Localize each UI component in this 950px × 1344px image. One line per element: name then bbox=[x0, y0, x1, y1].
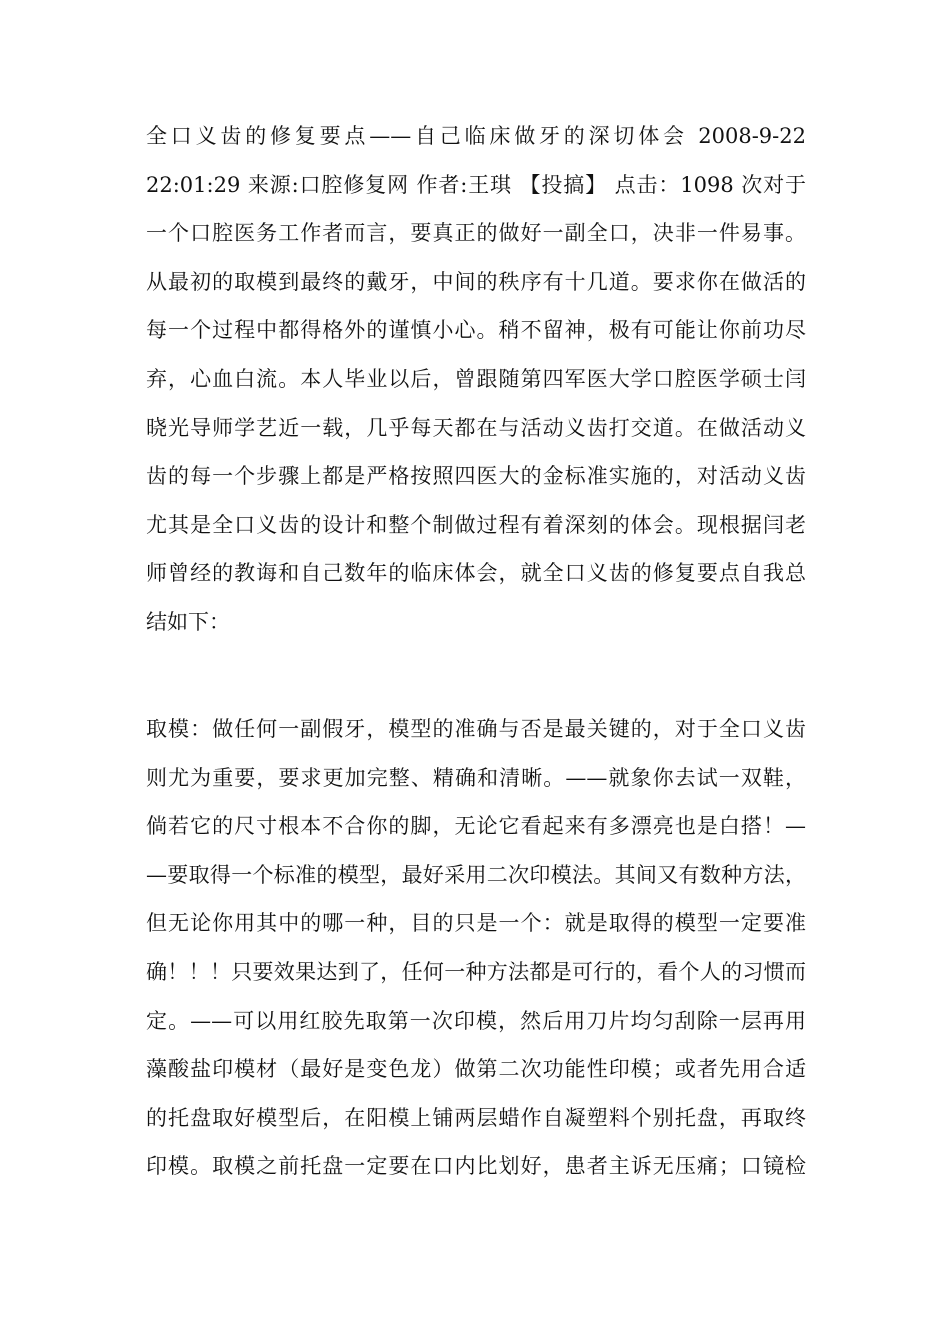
text-line: 取模：做任何一副假牙，模型的准确与否是最关键的，对于全口义齿 bbox=[146, 717, 806, 741]
text-line: 倘若它的尺寸根本不合你的脚，无论它看起来有多漂亮也是白搭！— bbox=[146, 814, 806, 839]
text-line: 则尤为重要，要求更加完整、精确和清晰。——就象你去试一双鞋， bbox=[146, 765, 806, 790]
text-line: 定。——可以用红胶先取第一次印模，然后用刀片均匀刮除一层再用 bbox=[146, 1008, 806, 1033]
text-line: 22:01:29 来源:口腔修复网 作者:王琪 【投搞】 点击：1098 次对于 bbox=[146, 172, 806, 197]
text-line: —要取得一个标准的模型，最好采用二次印模法。其间又有数种方法， bbox=[146, 862, 806, 887]
text-line: 全口义齿的修复要点——自己临床做牙的深切体会 2008-9-22 bbox=[146, 124, 806, 148]
text-line: 结如下： bbox=[146, 609, 230, 634]
text-line: 齿的每一个步骤上都是严格按照四医大的金标准实施的，对活动义齿 bbox=[146, 464, 806, 489]
impression-paragraph bbox=[146, 705, 806, 1191]
text-line: 但无论你用其中的哪一种，目的只是一个：就是取得的模型一定要准 bbox=[146, 911, 806, 936]
intro-paragraph bbox=[146, 112, 806, 647]
text-line: 藻酸盐印模材（最好是变色龙）做第二次功能性印模；或者先用合适 bbox=[146, 1057, 806, 1082]
text-line: 从最初的取模到最终的戴牙，中间的秩序有十几道。要求你在做活的 bbox=[146, 269, 806, 294]
text-line: 尤其是全口义齿的设计和整个制做过程有着深刻的体会。现根据闫老 bbox=[146, 512, 806, 537]
text-line: 弃，心血白流。本人毕业以后，曾跟随第四军医大学口腔医学硕士闫 bbox=[146, 366, 806, 391]
text-line: 确！！！只要效果达到了，任何一种方法都是可行的，看个人的习惯而 bbox=[146, 959, 806, 984]
text-line: 一个口腔医务工作者而言，要真正的做好一副全口，决非一件易事。 bbox=[146, 221, 806, 246]
text-line: 印模。取模之前托盘一定要在口内比划好，患者主诉无压痛；口镜检 bbox=[146, 1154, 806, 1179]
text-line: 师曾经的教诲和自己数年的临床体会，就全口义齿的修复要点自我总 bbox=[146, 561, 806, 586]
text-line: 每一个过程中都得格外的谨慎小心。稍不留神，极有可能让你前功尽 bbox=[146, 318, 806, 343]
text-line: 晓光导师学艺近一载，几乎每天都在与活动义齿打交道。在做活动义 bbox=[146, 415, 806, 440]
text-line: 的托盘取好模型后，在阳模上铺两层蜡作自凝塑料个别托盘，再取终 bbox=[146, 1105, 806, 1130]
